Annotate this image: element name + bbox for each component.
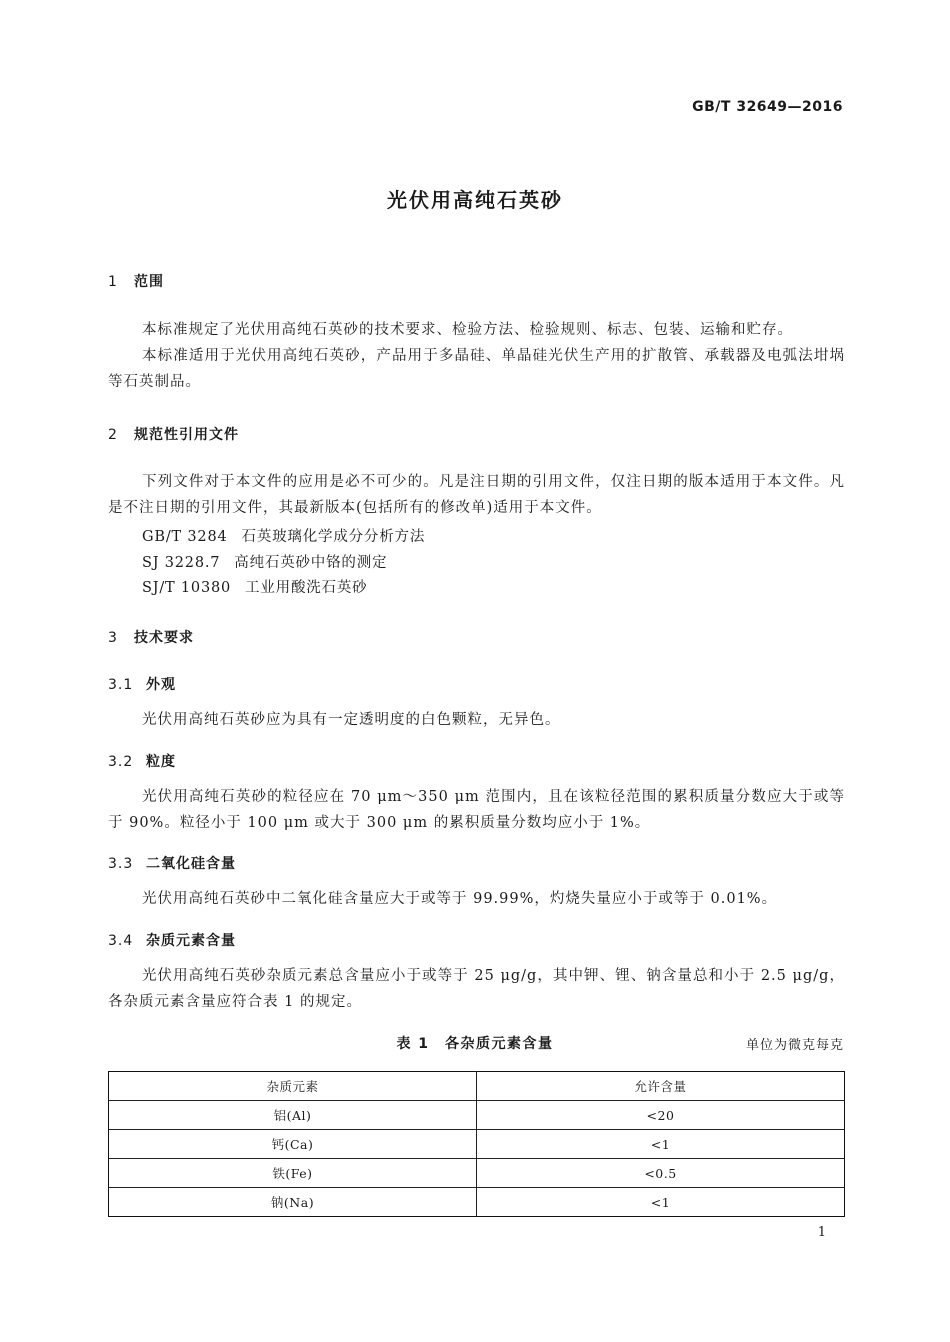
table-header-cell: 杂质元素	[109, 1072, 477, 1101]
subsection-3-4-body	[108, 963, 845, 1015]
table-cell: <20	[477, 1101, 845, 1130]
paragraph: 本标准适用于光伏用高纯石英砂，产品用于多晶硅、单晶硅光伏生产用的扩散管、承载器及电弧法坩埚等石英制品。	[108, 348, 845, 390]
subsection-title: 二氧化硅含量	[146, 856, 236, 872]
reference-name: 石英玻璃化学成分分析方法	[241, 529, 426, 545]
table-cell: 钠(Na)	[109, 1188, 477, 1217]
table-row	[109, 1130, 845, 1159]
section-number: 3	[108, 630, 118, 646]
subsection-3-3-heading	[108, 853, 236, 873]
subsection-3-2-heading	[108, 751, 176, 771]
paragraph: 光伏用高纯石英砂中二氧化硅含量应大于或等于 99.99%，灼烧失量应小于或等于 0.01%。	[142, 891, 778, 907]
table-cell: <1	[477, 1130, 845, 1159]
subsection-title: 杂质元素含量	[146, 933, 236, 949]
subsection-3-2-body	[108, 784, 845, 836]
subsection-3-4-heading	[108, 930, 236, 950]
table-cell: 铝(Al)	[109, 1101, 477, 1130]
page-number: 1	[817, 1225, 826, 1240]
subsection-number: 3.1	[108, 677, 134, 693]
section-2-body	[108, 469, 845, 521]
subsection-3-3-body	[108, 886, 845, 912]
paragraph: 光伏用高纯石英砂杂质元素总含量应小于或等于 25 μg/g，其中钾、锂、钠含量总和小于 2.5 μg/g，各杂质元素含量应符合表 1 的规定。	[108, 968, 845, 1010]
subsection-number: 3.4	[108, 933, 134, 949]
reference-code: SJ 3228.7	[142, 555, 221, 571]
section-2-heading	[108, 424, 239, 444]
reference-item	[142, 525, 425, 546]
paragraph: 光伏用高纯石英砂的粒径应在 70 μm～350 μm 范围内，且在该粒径范围的累积质量分数应大于或等于 90%。粒径小于 100 μm 或大于 300 μm 的累积质量分数均应小于 1%。	[108, 789, 845, 831]
section-1-heading	[108, 271, 164, 291]
section-title: 技术要求	[134, 630, 194, 646]
subsection-number: 3.3	[108, 856, 134, 872]
impurity-table	[108, 1071, 845, 1217]
document-title: 光伏用高纯石英砂	[387, 188, 563, 212]
table-cell: <0.5	[477, 1159, 845, 1188]
reference-code: SJ/T 10380	[142, 580, 232, 596]
subsection-number: 3.2	[108, 754, 134, 770]
section-title: 规范性引用文件	[134, 427, 239, 443]
section-3-heading	[108, 627, 194, 647]
table-header-cell: 允许含量	[477, 1072, 845, 1101]
paragraph: 本标准规定了光伏用高纯石英砂的技术要求、检验方法、检验规则、标志、包装、运输和贮存。	[142, 322, 793, 338]
subsection-title: 粒度	[146, 754, 176, 770]
table-row	[109, 1159, 845, 1188]
table-cell: 铁(Fe)	[109, 1159, 477, 1188]
reference-item	[142, 551, 387, 572]
reference-name: 工业用酸洗石英砂	[245, 580, 368, 596]
section-title: 范围	[134, 274, 164, 290]
reference-code: GB/T 3284	[142, 529, 228, 545]
subsection-3-1-body	[108, 707, 845, 733]
table-unit: 单位为微克每克	[745, 1038, 844, 1053]
standard-code: GB/T 32649—2016	[692, 99, 843, 115]
paragraph: 下列文件对于本文件的应用是必不可少的。凡是注日期的引用文件，仅注日期的版本适用于本文件。凡是不注日期的引用文件，其最新版本(包括所有的修改单)适用于本文件。	[108, 474, 845, 516]
section-number: 2	[108, 427, 118, 443]
table-row	[109, 1188, 845, 1217]
paragraph: 光伏用高纯石英砂应为具有一定透明度的白色颗粒，无异色。	[142, 712, 561, 728]
table-row	[109, 1101, 845, 1130]
table-header-row	[109, 1072, 845, 1101]
table-caption: 表 1 各杂质元素含量	[396, 1036, 554, 1052]
subsection-3-1-heading	[108, 674, 176, 694]
subsection-title: 外观	[146, 677, 176, 693]
section-number: 1	[108, 274, 118, 290]
reference-item	[142, 576, 367, 597]
table-cell: 钙(Ca)	[109, 1130, 477, 1159]
table-cell: <1	[477, 1188, 845, 1217]
section-1-body	[108, 317, 845, 395]
reference-name: 高纯石英砂中铬的测定	[234, 555, 388, 571]
